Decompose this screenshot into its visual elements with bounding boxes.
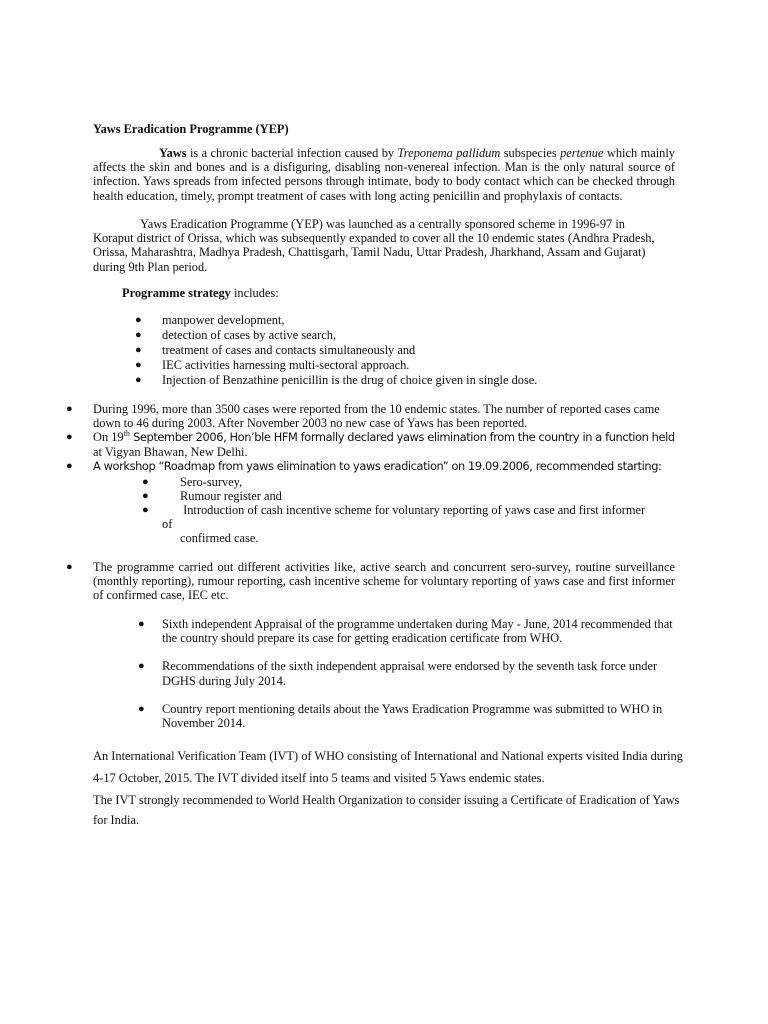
workshop-item-continuation: of: [162, 517, 173, 531]
yep-launch-paragraph: Yaws Eradication Programme (YEP) was launched as a centrally sponsored scheme in 1996-97 in Koraput district of Orissa, which was subsequently expanded to cover all the 10 endemic states (Andhra Pradesh, Orissa, Maharashtra, Madhya Pradesh, Chattisgarh, Tamil Nadu, Uttar Pradesh, Jharkhand, Assam and Gujarat) during 9th Plan period.: [93, 217, 655, 274]
bullet-icon: ●: [135, 374, 142, 386]
appraisal-list: [138, 617, 675, 744]
list-item: ● On 19th September 2006, Hon’ble HFM formally declared yaws elimination from the country in a function held at Vigyan Bhawan, New Delhi.: [66, 429, 675, 459]
list-item: ● Sixth independent Appraisal of the programme undertaken during May - June, 2014 recommended that the country should prepare its case for getting eradication certificate from WHO.: [138, 617, 673, 646]
list-item: ● The programme carried out different activities like, active search and concurrent sero-survey, routine surveillance (monthly reporting), rumour reporting, cash incentive scheme for voluntary reporting of yaws case and first informer of confirmed case, IEC etc.: [66, 560, 675, 603]
list-item: ● A workshop “Roadmap from yaws elimination to yaws eradication” on 19.09.2006, recommended starting:: [66, 458, 662, 473]
list-item: ● Introduction of cash incentive scheme for voluntary reporting of yaws case and first informer: [142, 503, 646, 518]
bullet-icon: ●: [142, 504, 149, 517]
document-title: Yaws Eradication Programme (YEP): [93, 122, 289, 136]
bullet-icon: ●: [135, 344, 142, 356]
list-item: ● During 1996, more than 3500 cases were reported from the 10 endemic states. The number of reported cases came down to 46 during 2003. After November 2003 no new case of Yaws has been reported.: [66, 402, 660, 431]
bullet-icon: ●: [142, 490, 149, 503]
list-item: ● Injection of Benzathine penicillin is the drug of choice given in single dose.: [135, 373, 538, 387]
activities-list: [66, 560, 675, 603]
list-item: ● manpower development,: [135, 313, 285, 327]
workshop-item-continuation: confirmed case.: [180, 531, 259, 545]
pertenue-term: pertenue: [560, 146, 604, 160]
list-item: ● Rumour register and: [142, 489, 282, 504]
strategy-list: [135, 313, 538, 388]
workshop-recommendations-list: [142, 475, 674, 518]
list-item: ● detection of cases by active search,: [135, 328, 337, 342]
list-item: ● treatment of cases and contacts simultaneously and: [135, 343, 416, 357]
bullet-icon: ●: [135, 359, 142, 371]
bullet-icon: ●: [138, 618, 145, 630]
list-item: ● Recommendations of the sixth independent appraisal were endorsed by the seventh task force under DGHS during July 2014.: [138, 659, 658, 688]
list-item: ● IEC activities harnessing multi-sectoral approach.: [135, 358, 410, 372]
programme-strategy-heading: Programme strategy includes:: [122, 286, 279, 300]
yaws-definition-paragraph: Yaws is a chronic bacterial infection caused by Treponema pallidum subspecies pertenue which mainly affects the skin and bones and is a disfiguring, disabling non-venereal infection. Man is the only natural source of infection. Yaws spreads from infected persons through intimate, body to body contact which can be checked through health education, timely, prompt treatment of cases with long acting penicillin and prophylaxis of contacts.: [93, 146, 675, 203]
bullet-icon: ●: [138, 660, 145, 673]
ivt-recommendation-paragraph: The IVT strongly recommended to World Health Organization to consider issuing a Certificate of Eradication of Yaws for India.: [93, 793, 680, 827]
list-item: ● Sero-survey,: [142, 475, 243, 489]
bullet-icon: ●: [138, 702, 145, 715]
treponema-term: Treponema pallidum: [397, 146, 501, 160]
bullet-icon: ●: [66, 459, 73, 472]
bullet-icon: ●: [66, 431, 73, 444]
bullet-icon: ●: [66, 561, 73, 573]
ivt-visit-paragraph: An International Verification Team (IVT) of WHO consisting of International and National experts visited India during 4-17 October, 2015. The IVT divided itself into 5 teams and visited 5 Yaws endemic states.: [93, 749, 683, 785]
list-item: ● Country report mentioning details about the Yaws Eradication Programme was submitted to WHO in November 2014.: [138, 701, 663, 731]
milestones-list: [66, 402, 675, 473]
bullet-icon: ●: [135, 329, 142, 341]
bullet-icon: ●: [135, 314, 142, 326]
yaws-term: Yaws: [159, 146, 187, 160]
bullet-icon: ●: [66, 403, 73, 415]
bullet-icon: ●: [142, 476, 149, 488]
